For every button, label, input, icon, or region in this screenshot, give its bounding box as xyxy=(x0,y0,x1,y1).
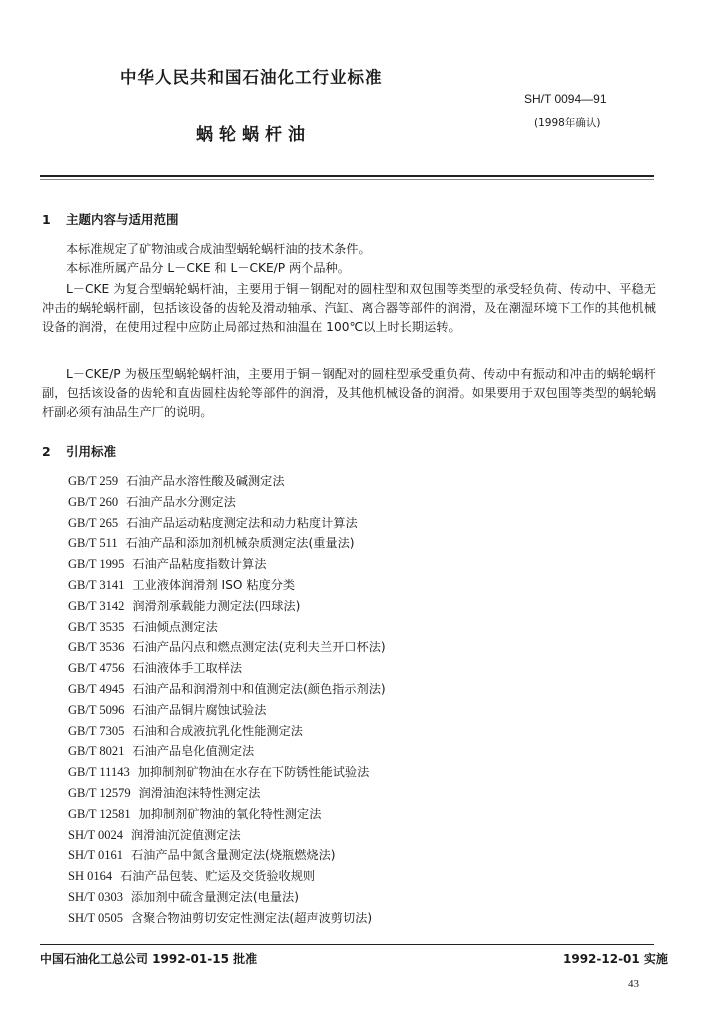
reference-title: 石油产品水溶性酸及碱测定法 xyxy=(126,474,285,488)
reference-code: SH/T 0505 xyxy=(68,910,123,925)
reference-title: 含聚合物油剪切安定性测定法(超声波剪切法) xyxy=(131,910,373,925)
reference-title: 石油产品和添加剂机械杂质测定法(重量法) xyxy=(125,536,355,551)
implementation-date: 1992-12-01 实施 xyxy=(563,952,668,966)
section-1-heading xyxy=(42,210,179,228)
reference-code: GB/T 260 xyxy=(68,494,119,509)
reference-title: 加抑制剂矿物油的氧化特性测定法 xyxy=(138,806,322,821)
reference-code: GB/T 1995 xyxy=(68,557,125,572)
confirmation-note: (1998年确认) xyxy=(534,117,601,129)
reference-title: 石油和合成液抗乳化性能测定法 xyxy=(132,723,303,738)
reference-code: GB/T 3535 xyxy=(68,619,125,634)
reference-item xyxy=(68,617,386,638)
paragraph: 本标准规定了矿物油或合成油型蜗轮蜗杆油的技术条件。 xyxy=(66,242,371,256)
reference-item xyxy=(68,887,386,908)
reference-title: 石油产品闪点和燃点测定法(克利夫兰开口杯法) xyxy=(132,640,386,655)
reference-item xyxy=(68,741,386,762)
issuing-body-title: 中华人民共和国石油化工行业标准 xyxy=(120,68,383,87)
reference-item xyxy=(68,637,386,658)
paragraph: L－CKE/P 为极压型蜗轮蜗杆油，主要用于铜－钢配对的圆柱型承受重负荷、传动中有振动和冲击的蜗轮蜗杆副，包括该设备的齿轮和直齿圆柱齿轮等部件的润滑，及其他机械设备的润滑。如果要用于双包围等类型的蜗轮蜗杆副必须有油品生产厂的说明。 xyxy=(42,367,656,419)
reference-item xyxy=(68,596,386,617)
reference-item xyxy=(68,908,386,929)
reference-item xyxy=(68,658,386,679)
section-title: 引用标准 xyxy=(66,444,117,459)
reference-code: GB/T 259 xyxy=(68,474,119,488)
reference-item xyxy=(68,575,386,596)
reference-title: 石油产品和润滑剂中和值测定法(颜色指示剂法) xyxy=(132,681,386,696)
reference-code: GB/T 12579 xyxy=(68,785,131,800)
reference-code: GB/T 8021 xyxy=(68,744,125,759)
document-title: 蜗轮蜗杆油 xyxy=(196,125,311,145)
reference-item xyxy=(68,554,386,575)
reference-code: SH/T 0303 xyxy=(68,889,123,904)
reference-code: GB/T 265 xyxy=(68,515,119,530)
reference-item xyxy=(68,679,386,700)
header-divider xyxy=(40,175,654,177)
paragraph: L－CKE 为复合型蜗轮蜗杆油，主要用于铜－钢配对的圆柱型和双包围等类型的承受轻负荷、传动中、平稳无冲击的蜗轮蜗杆副，包括该设备的齿轮及滑动轴承、汽缸、离合器等部件的润滑，及在潮湿环境下工作的其他机械设备的润滑，在使用过程中应防止局部过热和油温在 100℃以上时长期运转。 xyxy=(42,282,656,334)
reference-code: GB/T 7305 xyxy=(68,723,125,738)
reference-title: 润滑剂承载能力测定法(四球法) xyxy=(132,598,301,613)
reference-item xyxy=(68,845,386,866)
reference-item xyxy=(68,825,386,846)
reference-title: 加抑制剂矿物油在水存在下防锈性能试验法 xyxy=(137,765,370,780)
reference-item xyxy=(68,492,386,513)
reference-item xyxy=(68,700,386,721)
reference-code: GB/T 3536 xyxy=(68,640,125,655)
reference-title: 石油倾点测定法 xyxy=(132,619,218,634)
reference-item xyxy=(68,783,386,804)
reference-title: 石油产品粘度指数计算法 xyxy=(132,557,267,572)
reference-item xyxy=(68,471,386,492)
reference-code: GB/T 4945 xyxy=(68,681,125,696)
section-number: 2 xyxy=(42,444,51,459)
reference-title: 石油产品皂化值测定法 xyxy=(132,744,255,759)
reference-item xyxy=(68,721,386,742)
approval-note: 中国石油化工总公司 1992-01-15 批准 xyxy=(40,952,258,966)
reference-code: GB/T 3142 xyxy=(68,598,125,613)
footer-divider xyxy=(40,944,654,945)
reference-title: 石油液体手工取样法 xyxy=(132,661,243,676)
reference-code: GB/T 5096 xyxy=(68,702,125,717)
reference-list xyxy=(68,471,386,929)
reference-title: 工业液体润滑剂 ISO 粘度分类 xyxy=(132,577,296,592)
header-divider-thin xyxy=(40,179,654,180)
reference-item xyxy=(68,513,386,534)
paragraph: 本标准所属产品分 L－CKE 和 L－CKE/P 两个品种。 xyxy=(66,261,350,275)
reference-item xyxy=(68,762,386,783)
reference-item xyxy=(68,533,386,554)
reference-code: SH/T 0161 xyxy=(68,848,123,863)
reference-code: GB/T 12581 xyxy=(68,806,131,821)
reference-title: 润滑油沉淀值测定法 xyxy=(131,827,241,842)
reference-item xyxy=(68,866,386,887)
reference-title: 石油产品包装、贮运及交货验收规则 xyxy=(120,869,316,884)
reference-code: SH 0164 xyxy=(68,869,113,884)
reference-title: 石油产品中氮含量测定法(烧瓶燃烧法) xyxy=(131,848,336,863)
page-number: 43 xyxy=(628,978,639,990)
reference-item xyxy=(68,804,386,825)
reference-code: GB/T 3141 xyxy=(68,577,125,592)
reference-code: GB/T 511 xyxy=(68,536,118,551)
reference-title: 石油产品铜片腐蚀试验法 xyxy=(132,702,267,717)
section-title: 主题内容与适用范围 xyxy=(66,212,179,227)
reference-title: 石油产品运动粘度测定法和动力粘度计算法 xyxy=(126,515,358,530)
reference-code: GB/T 11143 xyxy=(68,765,130,780)
reference-title: 添加剂中硫含量测定法(电量法) xyxy=(131,889,299,904)
reference-code: SH/T 0024 xyxy=(68,827,123,842)
reference-title: 石油产品水分测定法 xyxy=(126,494,236,509)
reference-title: 润滑油泡沫特性测定法 xyxy=(138,785,261,800)
section-number: 1 xyxy=(42,212,51,227)
standard-code: SH/T 0094—91 xyxy=(524,92,607,106)
reference-code: GB/T 4756 xyxy=(68,661,125,676)
section-2-heading xyxy=(42,442,116,460)
